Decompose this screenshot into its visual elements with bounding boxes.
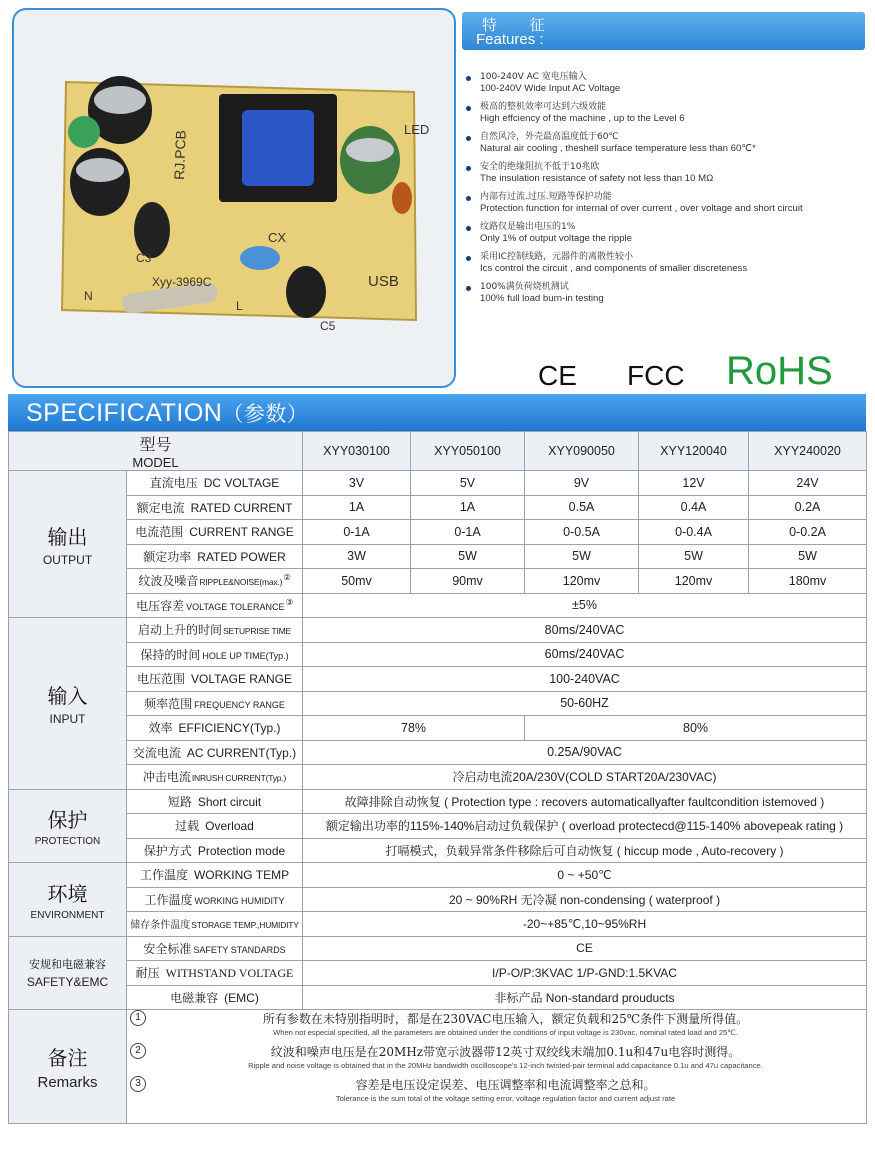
remarks-category xyxy=(9,1010,127,1124)
feature-item xyxy=(466,102,871,124)
feature-zh: 纹路仅是输出电压的1% xyxy=(480,222,576,232)
model-print: Xyy-3969C xyxy=(152,275,212,289)
feature-en: 100% full load burn-in testing xyxy=(480,293,604,304)
label-zh: 纹波及噪音 xyxy=(138,574,199,589)
value-cell: 90mv xyxy=(411,569,525,594)
feature-en: Only 1% of output voltage the ripple xyxy=(480,233,632,244)
value-cell: 78% xyxy=(303,716,525,741)
label-en: WORKING TEMP xyxy=(193,868,290,883)
row-label xyxy=(127,618,303,643)
label-zh: 频率范围 xyxy=(144,696,193,711)
value-cell: 5W xyxy=(411,544,525,569)
label-zh: 过载 xyxy=(175,819,200,834)
remark-zh: 纹波和噪声电压是在20MHz带宽示波器带12英寸双绞线末端加0.1u和47u电容时测得。 xyxy=(270,1045,741,1059)
label-zh: 电压容差 xyxy=(136,598,185,613)
spec-title-zh: （参数） xyxy=(222,402,309,426)
label-zh: 启动上升的时间 xyxy=(138,623,223,638)
label-zh: 耐压 xyxy=(135,966,160,981)
table-row xyxy=(9,789,867,814)
inductor xyxy=(392,182,412,214)
remark-number: 1 xyxy=(130,1010,146,1026)
feature-zh: 安全的绝缘阻抗不低于10兆欧 xyxy=(480,162,600,172)
label-en: RIPPLE&NOISE(max.) xyxy=(199,577,283,588)
table-row xyxy=(9,544,867,569)
label-zh: 安全标准 xyxy=(143,941,192,956)
remark-en: Ripple and noise voltage is obtained that in the 20MHz bandwidth oscilloscope's 12-inch twisted-pair terminal add capacitance 0.1u and 47u capacitance. xyxy=(248,1061,763,1070)
row-label xyxy=(127,716,303,741)
model-header xyxy=(9,432,303,471)
category-en: OUTPUT xyxy=(42,553,93,567)
model-zh: 型号 xyxy=(139,435,172,454)
fcc-mark: FCC xyxy=(627,360,685,391)
feature-item xyxy=(466,192,871,214)
safety-category xyxy=(9,936,127,1010)
row-label xyxy=(127,667,303,692)
remark-en: Tolerance is the sum total of the voltage setting error, voltage regulation factor and current adjust rate xyxy=(335,1094,676,1103)
value-cell: 9V xyxy=(525,471,639,496)
value-cell: CE xyxy=(303,936,867,961)
label-en: WORKING HUMIDITY xyxy=(194,895,285,906)
value-cell: 1A xyxy=(411,495,525,520)
category-zh: 备注 xyxy=(47,1046,88,1070)
ce-mark: CE xyxy=(538,360,577,391)
feature-zh: 极高的整机效率可达到六级效能 xyxy=(480,102,607,112)
label-zh: 保护方式 xyxy=(143,843,192,858)
category-zh: 输出 xyxy=(47,525,88,549)
row-label xyxy=(127,569,303,594)
value-cell: I/P-O/P:3KVAC 1/P-GND:1.5KVAC xyxy=(303,961,867,986)
table-row xyxy=(9,667,867,692)
value-cell: 0-0.5A xyxy=(525,520,639,545)
label-en: CURRENT RANGE xyxy=(189,525,294,540)
label-en: HOLE UP TIME(Typ.) xyxy=(202,650,289,661)
value-cell: 0.4A xyxy=(639,495,749,520)
label-zh: 储存条件温度 xyxy=(130,920,191,932)
label-zh: 冲击电流 xyxy=(142,770,191,785)
pcb-illustration xyxy=(14,10,454,386)
feature-zh: 采用IC控制线路，元器件的离散性较小 xyxy=(480,252,633,262)
usb-label: USB xyxy=(368,273,399,290)
row-label xyxy=(127,789,303,814)
row-label xyxy=(127,863,303,888)
label-en: DC VOLTAGE xyxy=(203,476,280,491)
value-cell: 20 ~ 90%RH 无冷凝 non-condensing ( waterproof ) xyxy=(303,887,867,912)
label-zh: 直流电压 xyxy=(149,476,198,491)
input-category xyxy=(9,618,127,790)
remark-zh: 所有参数在未特别指明时，都是在230VAC电压输入，额定负载和25℃条件下测量所得值。 xyxy=(262,1012,749,1026)
feature-en: Ics control the circuit , and components of smaller discreteness xyxy=(480,263,748,274)
value-cell: 0 ~ +50℃ xyxy=(303,863,867,888)
value-cell: -20~+85℃,10~95%RH xyxy=(303,912,867,937)
n-label: N xyxy=(84,289,93,303)
bullet-icon xyxy=(466,76,471,81)
remark-item xyxy=(130,1010,863,1037)
label-zh: 交流电流 xyxy=(132,745,181,760)
remark-number: 2 xyxy=(130,1043,146,1059)
category-en: ENVIRONMENT xyxy=(30,909,105,921)
label-zh: 电压范围 xyxy=(137,672,186,687)
category-zh: 安规和电磁兼容 xyxy=(29,958,106,972)
table-row xyxy=(9,495,867,520)
value-cell: ±5% xyxy=(303,593,867,618)
row-label xyxy=(127,642,303,667)
c3-label: C3 xyxy=(136,251,152,265)
table-row xyxy=(9,912,867,937)
row-label xyxy=(127,544,303,569)
value-cell: 0-1A xyxy=(411,520,525,545)
environment-category xyxy=(9,863,127,937)
value-cell: 0-0.2A xyxy=(749,520,867,545)
feature-en: High effciency of the machine , up to the Level 6 xyxy=(480,113,685,124)
l-label: L xyxy=(236,299,243,313)
row-label xyxy=(127,936,303,961)
bullet-icon xyxy=(466,226,471,231)
bullet-icon xyxy=(466,106,471,111)
label-en: STORAGE TEMP.,HUMIDITY xyxy=(191,920,299,931)
table-row xyxy=(9,887,867,912)
feature-item xyxy=(466,72,871,94)
label-zh: 工作温度 xyxy=(139,868,188,883)
table-row xyxy=(9,691,867,716)
value-cell: 0-1A xyxy=(303,520,411,545)
cx-label: CX xyxy=(268,230,287,245)
row-label xyxy=(127,520,303,545)
footnote-mark: ② xyxy=(283,572,291,583)
table-row xyxy=(9,961,867,986)
remark-zh: 容差是电压设定误差、电压调整率和电流调整率之总和。 xyxy=(355,1078,656,1092)
feature-item xyxy=(466,282,871,304)
label-en: VOLTAGE RANGE xyxy=(191,672,292,687)
output-category xyxy=(9,471,127,618)
feature-item xyxy=(466,222,871,244)
category-en: INPUT xyxy=(49,712,86,727)
value-cell: 打嗝模式，负载异常条件移除后可自动恢复 ( hiccup mode , Auto-recovery ) xyxy=(303,838,867,863)
row-label xyxy=(127,471,303,496)
remark-number: 3 xyxy=(130,1076,146,1092)
spec-title-en: SPECIFICATION xyxy=(26,399,223,427)
value-cell: 50mv xyxy=(303,569,411,594)
category-en: Remarks xyxy=(37,1074,98,1091)
value-cell: 80ms/240VAC xyxy=(303,618,867,643)
model-en: MODEL xyxy=(132,455,179,470)
label-en: EFFICIENCY(Typ.) xyxy=(178,721,281,736)
label-zh: 工作温度 xyxy=(144,892,193,907)
category-zh: 输入 xyxy=(47,684,88,709)
label-zh: 额定电流 xyxy=(136,500,185,515)
table-row xyxy=(9,520,867,545)
green-capacitor xyxy=(68,116,100,148)
label-zh: 短路 xyxy=(167,794,192,809)
feature-item xyxy=(466,252,871,274)
category-zh: 环境 xyxy=(47,881,88,906)
features-title-zh: 特 征 xyxy=(482,16,559,34)
spec-title xyxy=(26,398,308,428)
value-cell: 0.2A xyxy=(749,495,867,520)
remark-item xyxy=(130,1043,863,1070)
value-cell: 180mv xyxy=(749,569,867,594)
bullet-icon xyxy=(466,196,471,201)
row-label xyxy=(127,985,303,1010)
feature-item xyxy=(466,132,871,154)
remarks-content xyxy=(127,1010,867,1124)
value-cell: 额定输出功率的115%-140%启动过负载保护 ( overload protectecd@115-140% abovepeak rating ) xyxy=(303,814,867,839)
row-label xyxy=(127,814,303,839)
category-zh: 保护 xyxy=(47,808,88,833)
feature-en: Natural air cooling , theshell surface temperature less than 60℃* xyxy=(480,143,756,154)
specification-header xyxy=(8,394,866,431)
feature-zh: 内部有过流.过压.短路等保护功能 xyxy=(480,192,612,202)
value-cell: 50-60HZ xyxy=(303,691,867,716)
model-cell: XYY090050 xyxy=(525,432,639,471)
table-row xyxy=(9,716,867,741)
table-row xyxy=(9,985,867,1010)
table-row xyxy=(9,642,867,667)
label-zh: 电流范围 xyxy=(135,525,184,540)
row-label xyxy=(127,887,303,912)
feature-zh: 100-240V AC 宽电压输入 xyxy=(480,72,587,82)
features-title-en: Features : xyxy=(476,31,544,48)
label-en: Overload xyxy=(205,819,254,834)
bullet-icon xyxy=(466,256,471,261)
model-cell: XYY240020 xyxy=(749,432,867,471)
table-row xyxy=(9,1010,867,1124)
model-cell: XYY030100 xyxy=(303,432,411,471)
label-en: RATED CURRENT xyxy=(190,500,293,515)
table-row xyxy=(9,593,867,618)
model-cell: XYY050100 xyxy=(411,432,525,471)
value-cell: 5W xyxy=(525,544,639,569)
row-label xyxy=(127,691,303,716)
bullet-icon xyxy=(466,286,471,291)
table-row xyxy=(9,765,867,790)
table-row xyxy=(9,863,867,888)
capacitor-3 xyxy=(134,202,170,258)
row-label xyxy=(127,495,303,520)
value-cell: 0.5A xyxy=(525,495,639,520)
product-photo xyxy=(12,8,456,388)
label-en: WITHSTAND VOLTAGE xyxy=(165,966,294,981)
cx-capacitor xyxy=(240,246,280,270)
label-en: SETUPRISE TIME xyxy=(223,626,291,637)
bullet-icon xyxy=(466,136,471,141)
label-zh: 电磁兼容 xyxy=(170,990,219,1005)
table-row xyxy=(9,838,867,863)
led-label: LED xyxy=(404,122,430,137)
label-en: INRUSH CURRENT(Typ.) xyxy=(191,773,287,784)
table-row xyxy=(9,432,867,471)
model-cell: XYY120040 xyxy=(639,432,749,471)
value-cell: 120mv xyxy=(525,569,639,594)
feature-en: Protection function for internal of over current , over voltage and short circuit xyxy=(480,203,803,214)
label-en: Protection mode xyxy=(197,843,286,858)
value-cell: 120mv xyxy=(639,569,749,594)
value-cell: 故障排除自动恢复 ( Protection type : recovers automaticallyafter faultcondition istemoved ) xyxy=(303,789,867,814)
table-row xyxy=(9,471,867,496)
label-en: FREQUENCY RANGE xyxy=(194,699,285,710)
rohs-mark: RoHS xyxy=(726,349,833,393)
bullet-icon xyxy=(466,166,471,171)
table-row xyxy=(9,569,867,594)
pcb-label: RJ.PCB xyxy=(171,129,189,181)
row-label xyxy=(127,765,303,790)
value-cell: 3V xyxy=(303,471,411,496)
table-row xyxy=(9,936,867,961)
value-cell: 60ms/240VAC xyxy=(303,642,867,667)
value-cell: 5V xyxy=(411,471,525,496)
label-zh: 保持的时间 xyxy=(140,647,201,662)
feature-en: 100-240V Wide Input AC Voltage xyxy=(480,83,621,94)
label-zh: 效率 xyxy=(148,721,173,736)
row-label xyxy=(127,593,303,618)
value-cell: 5W xyxy=(749,544,867,569)
remark-item xyxy=(130,1076,863,1103)
feature-en: The insulation resistance of safety not less than 10 MΩ xyxy=(480,173,714,184)
remark-en: When not especial specified, all the parameters are obtained under the conditions of input voltage is 230vac, nominal rated load and 25℃. xyxy=(273,1028,738,1037)
value-cell: 5W xyxy=(639,544,749,569)
features-header xyxy=(462,12,865,50)
label-en: VOLTAGE TOLERANCE xyxy=(186,601,285,612)
feature-item xyxy=(466,162,871,184)
value-cell: 冷启动电流20A/230V(COLD START20A/230VAC) xyxy=(303,765,867,790)
feature-zh: 自然风冷，外壳最高温度低于60℃ xyxy=(480,132,619,142)
c5-label: C5 xyxy=(320,319,336,333)
footnote-mark: ③ xyxy=(285,596,293,607)
label-zh: 额定功率 xyxy=(143,549,192,564)
label-en: SAFETY STANDARDS xyxy=(193,944,286,955)
capacitor-4 xyxy=(286,266,326,318)
label-en: RATED POWER xyxy=(197,549,286,564)
value-cell: 24V xyxy=(749,471,867,496)
row-label xyxy=(127,961,303,986)
table-row xyxy=(9,814,867,839)
label-en: AC CURRENT(Typ.) xyxy=(186,745,297,760)
value-cell: 非标产品 Non-standard prouducts xyxy=(303,985,867,1010)
label-en: Short circuit xyxy=(197,794,262,809)
table-row xyxy=(9,618,867,643)
value-cell: 1A xyxy=(303,495,411,520)
value-cell: 80% xyxy=(525,716,867,741)
category-en: SAFETY&EMC xyxy=(26,975,109,990)
value-cell: 0-0.4A xyxy=(639,520,749,545)
row-label xyxy=(127,912,303,937)
category-en: PROTECTION xyxy=(34,836,101,848)
value-cell: 0.25A/90VAC xyxy=(303,740,867,765)
row-label xyxy=(127,838,303,863)
feature-zh: 100%满负荷烧机测试 xyxy=(480,282,569,292)
protection-category xyxy=(9,789,127,863)
value-cell: 100-240VAC xyxy=(303,667,867,692)
spec-table xyxy=(8,431,867,1124)
label-en: (EMC) xyxy=(224,990,259,1005)
row-label xyxy=(127,740,303,765)
value-cell: 12V xyxy=(639,471,749,496)
table-row xyxy=(9,740,867,765)
features-list xyxy=(466,72,871,312)
value-cell: 3W xyxy=(303,544,411,569)
